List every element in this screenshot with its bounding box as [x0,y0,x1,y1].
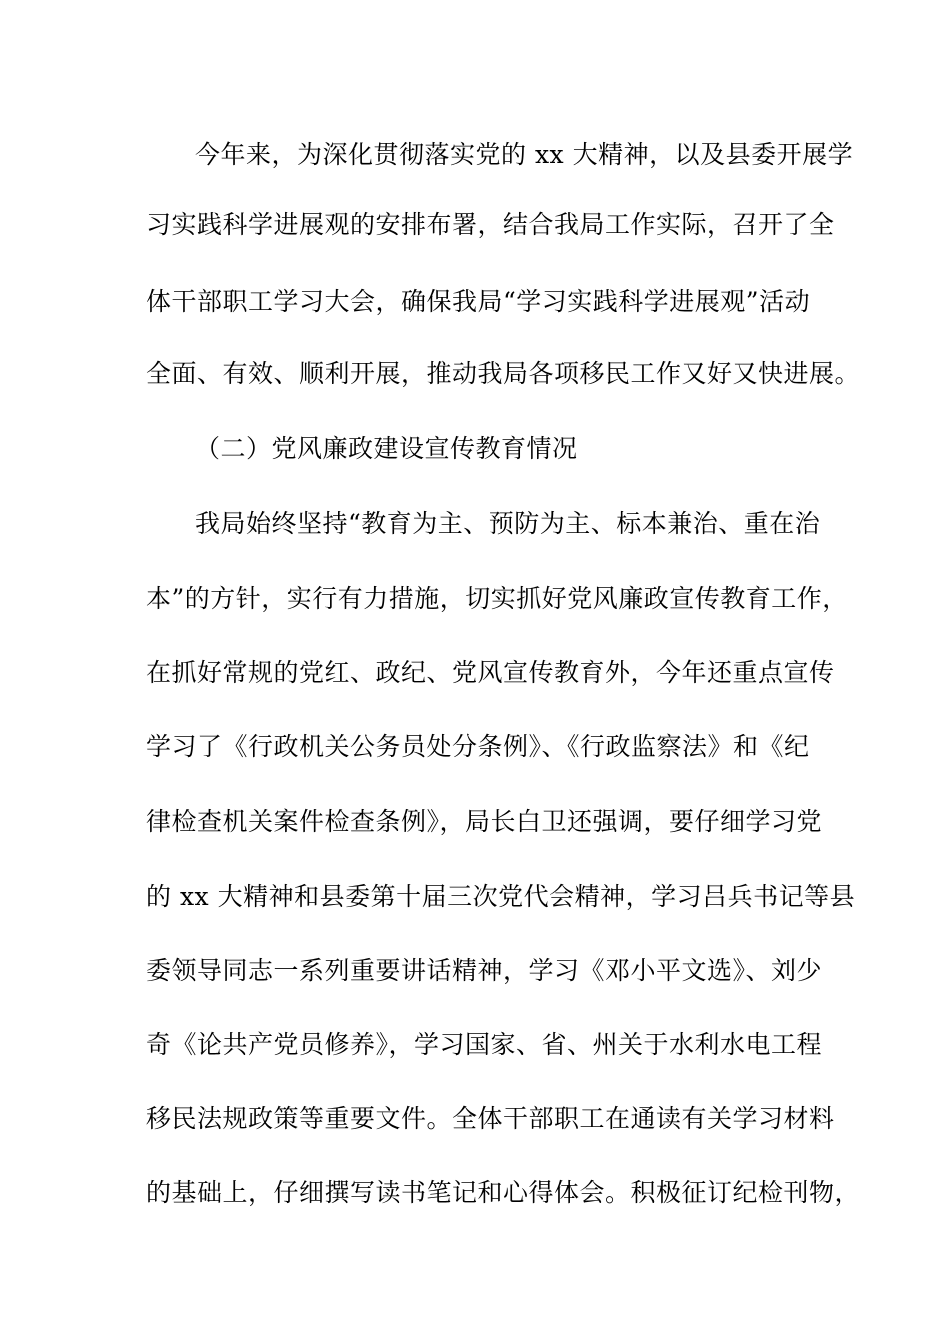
paragraph-2-line-3: 在抓好常规的党红、政纪、党风宣传教育外，今年还重点宣传 [146,658,835,687]
paragraph-2-line-5: 律检查机关案件检查条例》，局长白卫还强调，要仔细学习党 [146,807,823,836]
paragraph-2-line-4: 学习了《行政机关公务员处分条例》、《行政监察法》和《纪 [146,732,810,761]
paragraph-2-line-7: 委领导同志一系列重要讲话精神，学习《邓小平文选》、刘少 [146,956,823,985]
paragraph-2-line-2: 本”的方针，实行有力措施，切实抓好党风廉政宣传教育工作， [146,584,848,613]
section-heading: （二）党风廉政建设宣传教育情况 [195,434,578,463]
paragraph-2-line-10: 的基础上，仔细撰写读书笔记和心得体会。积极征订纪检刊物， [146,1178,861,1207]
paragraph-1-line-2: 习实践科学进展观的安排布署，结合我局工作实际，召开了全 [146,210,835,239]
paragraph-1-line-3: 体干部职工学习大会，确保我局“学习实践科学进展观”活动 [146,287,811,316]
paragraph-2-line-6: 的 xx 大精神和县委第十届三次党代会精神，学习吕兵书记等县 [146,882,856,911]
paragraph-2-line-8: 奇《论共产党员修养》，学习国家、省、州关于水利水电工程 [146,1030,823,1059]
paragraph-1-line-4: 全面、有效、顺利开展，推动我局各项移民工作又好又快进展。 [146,359,861,388]
paragraph-2-line-1: 我局始终坚持“教育为主、预防为主、标本兼治、重在治 [195,509,821,538]
paragraph-1-line-1: 今年来，为深化贯彻落实党的 xx 大精神，以及县委开展学 [195,140,854,169]
paragraph-2-line-9: 移民法规政策等重要文件。全体干部职工在通读有关学习材料 [146,1104,835,1133]
